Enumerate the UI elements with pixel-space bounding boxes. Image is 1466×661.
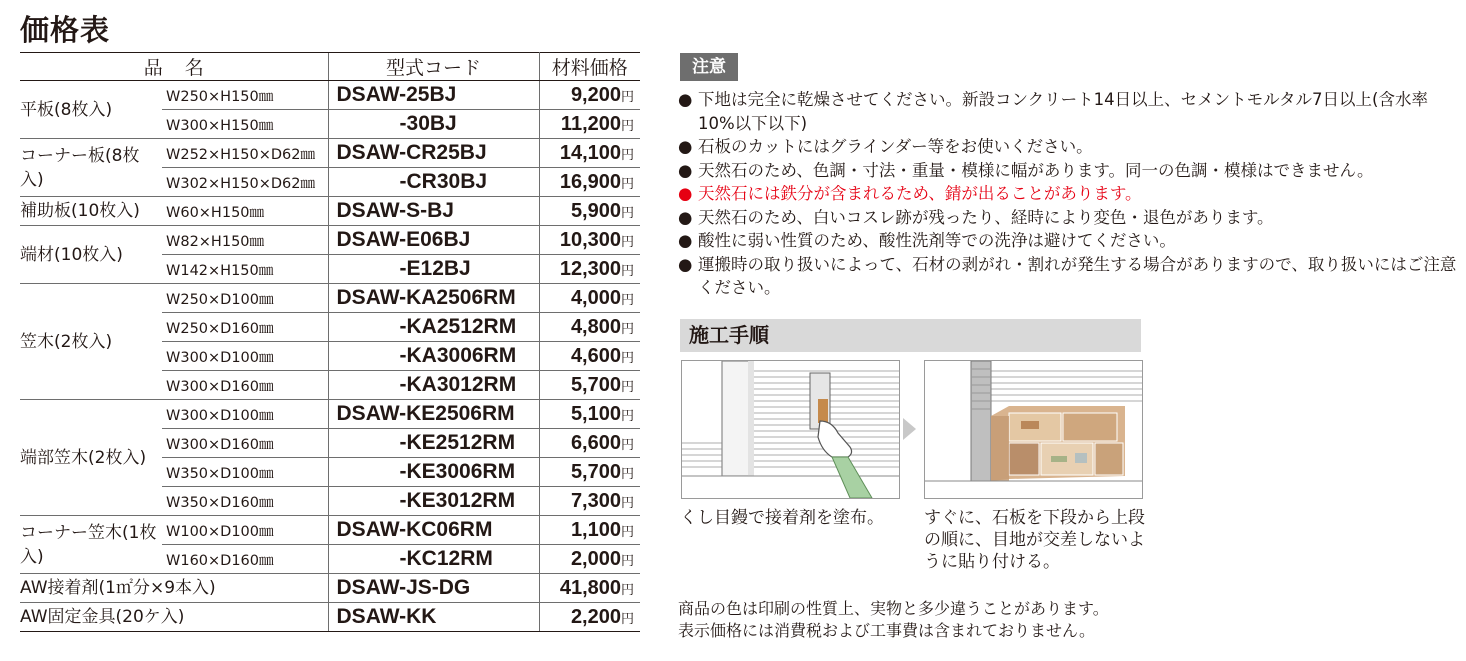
step2-caption: すぐに、石板を下段から上段の順に、目地が交差しないように貼り付ける。 xyxy=(924,508,1145,572)
product-name: コーナー笠木(1枚入) xyxy=(20,516,162,574)
yen-unit: 円 xyxy=(621,118,635,134)
product-name: 補助板(10枚入) xyxy=(20,197,162,226)
price-value: 41,800 xyxy=(559,576,621,599)
bullet-icon: ● xyxy=(678,231,693,250)
note-item xyxy=(678,253,1458,300)
size-cell: W142×H150㎜ xyxy=(162,255,328,284)
price-value: 5,700 xyxy=(570,460,621,483)
price-cell xyxy=(539,342,640,371)
size-cell: W160×D160㎜ xyxy=(162,545,328,574)
price-cell xyxy=(539,313,640,342)
price-cell xyxy=(539,168,640,197)
size-cell: W302×H150×D62㎜ xyxy=(162,168,328,197)
yen-unit: 円 xyxy=(621,321,635,337)
price-cell xyxy=(539,400,640,429)
header-code: 型式コード xyxy=(328,53,539,81)
yen-unit: 円 xyxy=(621,408,635,424)
model-code: -KA2512RM xyxy=(328,313,539,342)
size-cell: W350×D100㎜ xyxy=(162,458,328,487)
bullet-icon: ● xyxy=(678,184,693,203)
size-cell: W350×D160㎜ xyxy=(162,487,328,516)
model-code: -CR30BJ xyxy=(328,168,539,197)
product-name: AW接着剤(1㎡分×9本入) xyxy=(20,574,328,603)
note-text: 酸性に弱い性質のため、酸性洗剤等での洗浄は避けてください。 xyxy=(698,231,1176,250)
price-cell xyxy=(539,371,640,400)
note-text: 天然石のため、色調・寸法・重量・模様に幅があります。同一の色調・模様はできません。 xyxy=(698,160,1374,180)
price-value: 12,300 xyxy=(559,257,621,280)
price-cell xyxy=(539,226,640,255)
model-code: -E12BJ xyxy=(328,255,539,284)
note-text: 下地は完全に乾燥させてください。新設コンクリート14日以上、セメントモルタル7日以上(含水率10%以下以下) xyxy=(698,90,1428,133)
yen-unit: 円 xyxy=(621,553,635,569)
product-name: AW固定金具(20ケ入) xyxy=(20,603,328,632)
bullet-icon: ● xyxy=(678,207,693,227)
model-code: -KE3012RM xyxy=(328,487,539,516)
price-value: 6,600 xyxy=(570,431,621,454)
price-value: 1,100 xyxy=(570,518,621,541)
note-text: 石板のカットにはグラインダー等をお使いください。 xyxy=(698,137,1093,156)
price-value: 10,300 xyxy=(559,228,621,251)
bullet-icon: ● xyxy=(678,137,693,156)
size-cell: W82×H150㎜ xyxy=(162,226,328,255)
product-name: 端部笠木(2枚入) xyxy=(20,400,162,516)
size-cell: W300×H150㎜ xyxy=(162,110,328,139)
yen-unit: 円 xyxy=(621,205,635,221)
table-header-row xyxy=(20,53,640,81)
price-cell xyxy=(539,574,640,603)
table-row xyxy=(20,284,640,313)
yen-unit: 円 xyxy=(621,379,635,395)
note-item xyxy=(678,159,1458,183)
step2-illustration xyxy=(924,360,1143,499)
price-cell xyxy=(539,603,640,632)
model-code: DSAW-E06BJ xyxy=(328,226,539,255)
size-cell: W300×D100㎜ xyxy=(162,342,328,371)
model-code: -KE2512RM xyxy=(328,429,539,458)
model-code: DSAW-S-BJ xyxy=(328,197,539,226)
yen-unit: 円 xyxy=(621,147,635,163)
yen-unit: 円 xyxy=(621,234,635,250)
bullet-icon: ● xyxy=(678,160,693,180)
price-value: 5,700 xyxy=(570,373,621,396)
price-value: 9,200 xyxy=(570,83,621,106)
model-code: DSAW-CR25BJ xyxy=(328,139,539,168)
price-cell xyxy=(539,429,640,458)
table-row xyxy=(20,81,640,110)
size-cell: W300×D160㎜ xyxy=(162,429,328,458)
step-arrow-icon xyxy=(903,418,916,440)
price-cell xyxy=(539,81,640,110)
bullet-icon: ● xyxy=(678,90,693,109)
yen-unit: 円 xyxy=(621,263,635,279)
note-text: 運搬時の取り扱いによって、石材の剥がれ・割れが発生する場合がありますので、取り扱いにはご注意ください。 xyxy=(698,254,1457,297)
note-text: 天然石のため、白いコスレ跡が残ったり、経時により変色・退色があります。 xyxy=(698,207,1274,227)
note-item xyxy=(678,88,1458,135)
table-row xyxy=(20,197,640,226)
model-code: -KE3006RM xyxy=(328,458,539,487)
price-value: 2,000 xyxy=(570,547,621,570)
bullet-icon: ● xyxy=(678,254,693,274)
price-cell xyxy=(539,458,640,487)
model-code: DSAW-JS-DG xyxy=(328,574,539,603)
size-cell: W250×H150㎜ xyxy=(162,81,328,110)
size-cell: W252×H150×D62㎜ xyxy=(162,139,328,168)
price-value: 4,800 xyxy=(570,315,621,338)
size-cell: W250×D160㎜ xyxy=(162,313,328,342)
header-name: 品名 xyxy=(20,53,328,81)
price-value: 7,300 xyxy=(570,489,621,512)
model-code: DSAW-25BJ xyxy=(328,81,539,110)
table-row xyxy=(20,574,640,603)
price-cell xyxy=(539,139,640,168)
table-body xyxy=(20,81,640,632)
note-item xyxy=(678,135,1458,159)
size-cell: W60×H150㎜ xyxy=(162,197,328,226)
page-title: 価格表 xyxy=(20,13,111,47)
price-value: 5,900 xyxy=(570,199,621,222)
note-item xyxy=(678,182,1458,206)
model-code: DSAW-KC06RM xyxy=(328,516,539,545)
yen-unit: 円 xyxy=(621,89,635,105)
price-cell xyxy=(539,284,640,313)
price-value: 14,100 xyxy=(559,141,621,164)
model-code: -30BJ xyxy=(328,110,539,139)
table-row xyxy=(20,139,640,168)
price-value: 11,200 xyxy=(560,112,621,135)
product-name: 笠木(2枚入) xyxy=(20,284,162,400)
model-code: DSAW-KK xyxy=(328,603,539,632)
price-table xyxy=(20,52,640,632)
size-cell: W300×D160㎜ xyxy=(162,371,328,400)
yen-unit: 円 xyxy=(621,350,635,366)
price-value: 5,100 xyxy=(570,402,621,425)
table-row xyxy=(20,400,640,429)
product-name: コーナー板(8枚入) xyxy=(20,139,162,197)
footer-notes xyxy=(678,598,1109,642)
table-row xyxy=(20,603,640,632)
product-name: 端材(10枚入) xyxy=(20,226,162,284)
size-cell: W250×D100㎜ xyxy=(162,284,328,313)
product-name: 平板(8枚入) xyxy=(20,81,162,139)
model-code: -KA3012RM xyxy=(328,371,539,400)
price-cell xyxy=(539,545,640,574)
price-cell xyxy=(539,516,640,545)
notes-badge: 注意 xyxy=(680,53,738,81)
model-code: -KC12RM xyxy=(328,545,539,574)
model-code: DSAW-KE2506RM xyxy=(328,400,539,429)
notes-list xyxy=(678,88,1458,300)
price-cell xyxy=(539,197,640,226)
price-value: 2,200 xyxy=(570,605,621,628)
model-code: DSAW-KA2506RM xyxy=(328,284,539,313)
size-cell: W100×D100㎜ xyxy=(162,516,328,545)
footer-line: 商品の色は印刷の性質上、実物と多少違うことがあります。 xyxy=(678,599,1109,618)
price-value: 16,900 xyxy=(559,170,621,193)
yen-unit: 円 xyxy=(621,611,635,627)
yen-unit: 円 xyxy=(621,292,635,308)
yen-unit: 円 xyxy=(621,495,635,511)
table-row xyxy=(20,226,640,255)
price-value: 4,600 xyxy=(570,344,621,367)
header-price: 材料価格 xyxy=(539,53,640,81)
footer-line: 表示価格には消費税および工事費は含まれておりません。 xyxy=(678,621,1095,640)
yen-unit: 円 xyxy=(621,466,635,482)
yen-unit: 円 xyxy=(621,176,635,192)
price-value: 4,000 xyxy=(570,286,621,309)
step1-caption: くし目鏝で接着剤を塗布。 xyxy=(680,508,884,528)
note-item xyxy=(678,206,1458,230)
price-cell xyxy=(539,487,640,516)
steps-heading: 施工手順 xyxy=(680,319,1141,352)
note-item xyxy=(678,229,1458,253)
table-row xyxy=(20,516,640,545)
yen-unit: 円 xyxy=(621,582,635,598)
size-cell: W300×D100㎜ xyxy=(162,400,328,429)
model-code: -KA3006RM xyxy=(328,342,539,371)
price-cell xyxy=(539,110,640,139)
yen-unit: 円 xyxy=(621,437,635,453)
yen-unit: 円 xyxy=(621,524,635,540)
step1-illustration xyxy=(681,360,900,499)
price-cell xyxy=(539,255,640,284)
note-text: 天然石には鉄分が含まれるため、錆が出ることがあります。 xyxy=(698,184,1142,203)
